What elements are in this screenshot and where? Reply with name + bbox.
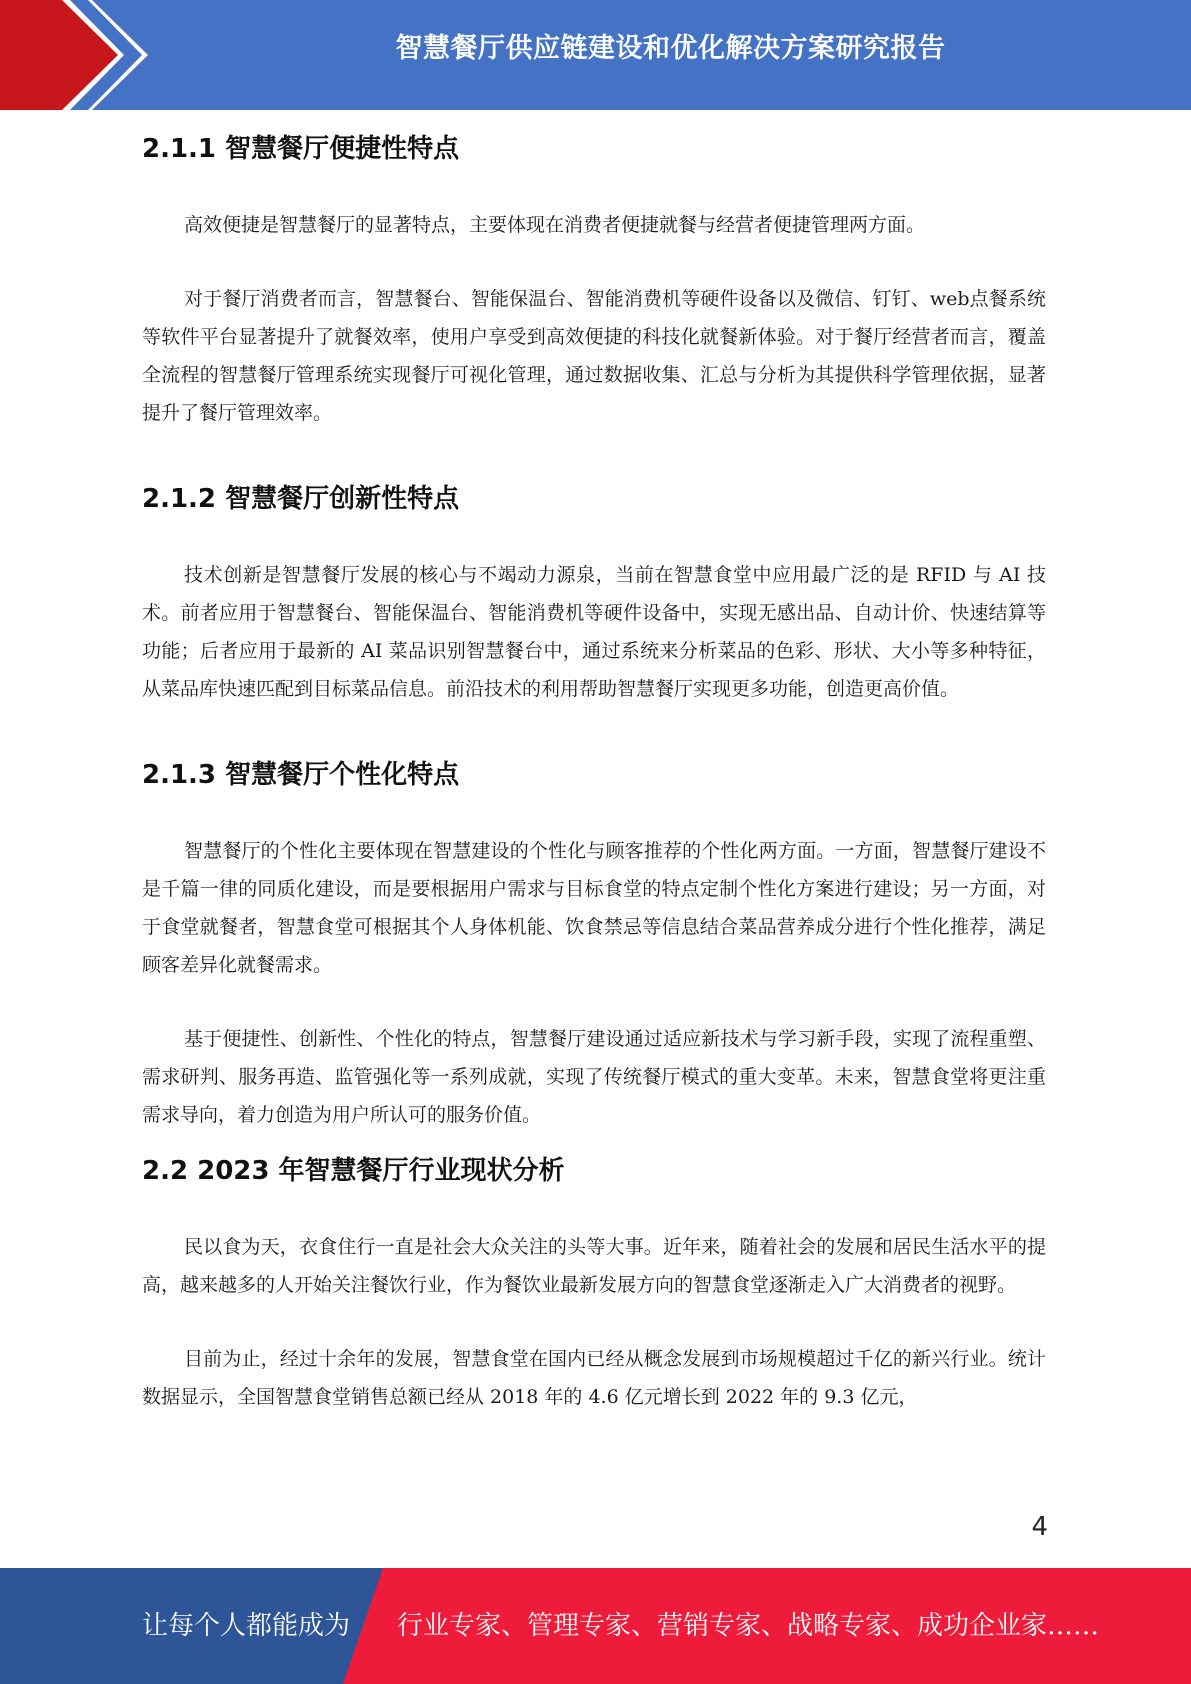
header-chevron-icon bbox=[0, 0, 150, 110]
page-number: 4 bbox=[1031, 1512, 1048, 1542]
paragraph: 民以食为天，衣食住行一直是社会大众关注的头等大事。近年来，随着社会的发展和居民生活水平的提高，越来越多的人开始关注餐饮行业，作为餐饮业最新发展方向的智慧食堂逐渐走入广大消费者的视野。 bbox=[142, 1236, 1046, 1296]
paragraph: 高效便捷是智慧餐厅的显著特点，主要体现在消费者便捷就餐与经营者便捷管理两方面。 bbox=[184, 214, 926, 236]
paragraph: 对于餐厅消费者而言，智慧餐台、智能保温台、智能消费机等硬件设备以及微信、钉钉、web点餐系统等软件平台显著提升了就餐效率，使用户享受到高效便捷的科技化就餐新体验。对于餐厅经营者而言，覆盖全流程的智慧餐厅管理系统实现餐厅可视化管理，通过数据收集、汇总与分析为其提供科学管理依据，显著提升了餐厅管理效率。 bbox=[142, 288, 1046, 424]
page-content bbox=[142, 116, 1046, 1416]
page-footer bbox=[0, 1568, 1191, 1684]
paragraph: 智慧餐厅的个性化主要体现在智慧建设的个性化与顾客推荐的个性化两方面。一方面，智慧餐厅建设不是千篇一律的同质化建设，而是要根据用户需求与目标食堂的特点定制个性化方案进行建设；另一方面，对于食堂就餐者，智慧食堂可根据其个人身体机能、饮食禁忌等信息结合菜品营养成分进行个性化推荐，满足顾客差异化就餐需求。 bbox=[142, 840, 1046, 976]
section-heading: 2.1.3 智慧餐厅个性化特点 bbox=[142, 760, 460, 790]
paragraph: 技术创新是智慧餐厅发展的核心与不竭动力源泉，当前在智慧食堂中应用最广泛的是 RFID 与 AI 技术。前者应用于智慧餐台、智能保温台、智能消费机等硬件设备中，实现无感出品、自动计价、快速结算等功能；后者应用于最新的 AI 菜品识别智慧餐台中，通过系统来分析菜品的色彩、形状、大小等多种特征，从菜品库快速匹配到目标菜品信息。前沿技术的利用帮助智慧餐厅实现更多功能，创造更高价值。 bbox=[142, 564, 1046, 700]
section-heading: 2.1.1 智慧餐厅便捷性特点 bbox=[142, 134, 460, 164]
report-title: 智慧餐厅供应链建设和优化解决方案研究报告 bbox=[395, 33, 946, 64]
section-heading: 2.2 2023 年智慧餐厅行业现状分析 bbox=[142, 1156, 565, 1186]
page-header bbox=[0, 0, 1191, 110]
footer-slogan-right: 行业专家、管理专家、营销专家、战略专家、成功企业家…… bbox=[397, 1611, 1100, 1641]
footer-slogan-left: 让每个人都能成为 bbox=[142, 1611, 351, 1641]
paragraph: 基于便捷性、创新性、个性化的特点，智慧餐厅建设通过适应新技术与学习新手段，实现了流程重塑、需求研判、服务再造、监管强化等一系列成就，实现了传统餐厅模式的重大变革。未来，智慧食堂将更注重需求导向，着力创造为用户所认可的服务价值。 bbox=[142, 1028, 1046, 1126]
section-heading: 2.1.2 智慧餐厅创新性特点 bbox=[142, 484, 460, 514]
paragraph: 目前为止，经过十余年的发展，智慧食堂在国内已经从概念发展到市场规模超过千亿的新兴行业。统计数据显示，全国智慧食堂销售总额已经从 2018 年的 4.6 亿元增长到 2022 年的 9.3 亿元， bbox=[142, 1348, 1046, 1408]
